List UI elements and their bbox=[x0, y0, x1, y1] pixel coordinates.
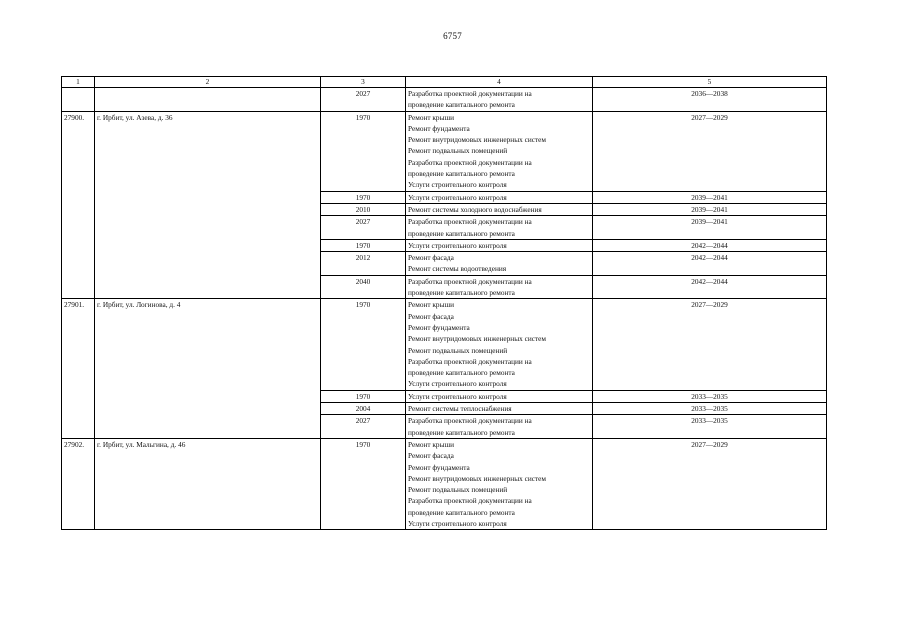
works-cell bbox=[406, 275, 593, 299]
work-item: Разработка проектной документации на bbox=[408, 89, 532, 98]
period-cell: 2033—2035 bbox=[593, 390, 827, 402]
year-cell bbox=[321, 390, 406, 402]
work-item: Услуги строительного контроля bbox=[408, 180, 507, 190]
year-cell bbox=[321, 111, 406, 191]
id-cell bbox=[62, 88, 95, 112]
address-cell: г. Ирбит, ул. Азева, д. 36 bbox=[95, 111, 321, 299]
period-cell: 2027—2029 bbox=[593, 438, 827, 529]
year-value: 1970 bbox=[355, 240, 371, 250]
year-value: 1970 bbox=[355, 112, 371, 122]
work-item: проведение капитального ремонта bbox=[408, 228, 515, 238]
work-item: Услуги строительного контроля bbox=[408, 192, 507, 202]
period-cell: 2033—2035 bbox=[593, 403, 827, 415]
work-item: Разработка проектной документации на bbox=[408, 217, 532, 227]
year-value: 2040 bbox=[355, 276, 371, 286]
table-row bbox=[62, 88, 827, 112]
works-cell bbox=[406, 438, 593, 529]
work-item: Ремонт системы холодного водоснабжения bbox=[408, 204, 542, 214]
year-cell bbox=[321, 415, 406, 439]
works-cell bbox=[406, 299, 593, 390]
page-number: 6757 bbox=[443, 31, 462, 41]
work-item: проведение капитального ремонта bbox=[408, 507, 515, 517]
year-cell bbox=[321, 299, 406, 390]
work-item: Разработка проектной документации на bbox=[408, 496, 532, 506]
work-item: проведение капитального ремонта bbox=[408, 288, 515, 298]
work-item: Услуги строительного контроля bbox=[408, 379, 507, 389]
year-cell bbox=[321, 191, 406, 203]
table-row bbox=[62, 111, 827, 191]
work-item: Ремонт внутридомовых инженерных систем bbox=[408, 473, 547, 483]
year-value: 1970 bbox=[355, 439, 371, 449]
id-cell: 27901. bbox=[62, 299, 95, 439]
period-cell: 2042—2044 bbox=[593, 275, 827, 299]
works-cell bbox=[406, 191, 593, 203]
year-value: 1970 bbox=[355, 391, 371, 401]
works-cell bbox=[406, 252, 593, 276]
year-value: 2012 bbox=[355, 253, 371, 263]
work-item: Ремонт фундамента bbox=[408, 322, 470, 332]
year-cell bbox=[321, 239, 406, 251]
work-item: Ремонт подвальных помещений bbox=[408, 485, 508, 495]
work-item: Ремонт подвальных помещений bbox=[408, 146, 508, 156]
address-cell: г. Ирбит, ул. Мальгина, д. 46 bbox=[95, 438, 321, 529]
period-cell: 2027—2029 bbox=[593, 299, 827, 390]
year-cell bbox=[321, 216, 406, 240]
work-item: Ремонт внутридомовых инженерных систем bbox=[408, 334, 547, 344]
work-item: проведение капитального ремонта bbox=[408, 169, 515, 179]
year-cell bbox=[321, 403, 406, 415]
work-item: Ремонт фасада bbox=[408, 451, 454, 461]
works-cell bbox=[406, 415, 593, 439]
works-cell bbox=[406, 390, 593, 402]
year-value: 2010 bbox=[355, 204, 371, 214]
table-header-row bbox=[62, 77, 827, 88]
year-cell bbox=[321, 203, 406, 215]
header-col-3: 3 bbox=[321, 77, 406, 88]
year-cell bbox=[321, 438, 406, 529]
id-cell: 27900. bbox=[62, 111, 95, 299]
works-cell bbox=[406, 203, 593, 215]
work-item: Ремонт системы теплоснабжения bbox=[408, 404, 512, 414]
work-item: Разработка проектной документации на bbox=[408, 157, 532, 167]
work-item: Разработка проектной документации на bbox=[408, 416, 532, 426]
work-item: Услуги строительного контроля bbox=[408, 518, 507, 528]
address-cell bbox=[95, 88, 321, 112]
header-col-5: 5 bbox=[593, 77, 827, 88]
period-cell: 2039—2041 bbox=[593, 191, 827, 203]
year-value: 2027 bbox=[355, 416, 371, 426]
header-col-2: 2 bbox=[95, 77, 321, 88]
table-row bbox=[62, 299, 827, 390]
work-item: Ремонт крыши bbox=[408, 439, 455, 449]
year-cell bbox=[321, 252, 406, 276]
work-item: Ремонт фасада bbox=[408, 253, 454, 263]
work-item: Услуги строительного контроля bbox=[408, 391, 507, 401]
work-item: Услуги строительного контроля bbox=[408, 240, 507, 250]
year-value: 1970 bbox=[355, 192, 371, 202]
work-item: Ремонт крыши bbox=[408, 300, 455, 310]
header-col-4: 4 bbox=[406, 77, 593, 88]
work-item: проведение капитального ремонта bbox=[408, 427, 515, 437]
work-item: Ремонт фундамента bbox=[408, 123, 470, 133]
work-item: Ремонт системы водоотведения bbox=[408, 264, 507, 274]
works-cell bbox=[406, 88, 593, 112]
address-cell: г. Ирбит, ул. Логинова, д. 4 bbox=[95, 299, 321, 439]
year-cell bbox=[321, 88, 406, 112]
work-item: проведение капитального ремонта bbox=[408, 100, 515, 110]
id-cell: 27902. bbox=[62, 438, 95, 529]
year-value: 2027 bbox=[355, 89, 371, 98]
work-item: Ремонт крыши bbox=[408, 112, 455, 122]
period-cell: 2039—2041 bbox=[593, 216, 827, 240]
period-cell: 2042—2044 bbox=[593, 252, 827, 276]
work-item: Ремонт фасада bbox=[408, 311, 454, 321]
works-cell bbox=[406, 111, 593, 191]
table-body bbox=[62, 77, 827, 530]
period-cell: 2033—2035 bbox=[593, 415, 827, 439]
works-cell bbox=[406, 216, 593, 240]
period-cell: 2027—2029 bbox=[593, 111, 827, 191]
period-cell: 2039—2041 bbox=[593, 203, 827, 215]
table-row bbox=[62, 438, 827, 529]
work-item: Ремонт внутридомовых инженерных систем bbox=[408, 135, 547, 145]
period-cell: 2042—2044 bbox=[593, 239, 827, 251]
year-cell bbox=[321, 275, 406, 299]
works-cell bbox=[406, 239, 593, 251]
work-item: проведение капитального ремонта bbox=[408, 368, 515, 378]
work-item: Ремонт подвальных помещений bbox=[408, 345, 508, 355]
work-item: Разработка проектной документации на bbox=[408, 356, 532, 366]
period-cell: 2036—2038 bbox=[593, 88, 827, 112]
year-value: 2004 bbox=[355, 404, 371, 414]
work-item: Разработка проектной документации на bbox=[408, 276, 532, 286]
year-value: 1970 bbox=[355, 300, 371, 310]
header-col-1: 1 bbox=[62, 77, 95, 88]
year-value: 2027 bbox=[355, 217, 371, 227]
works-cell bbox=[406, 403, 593, 415]
capital-repair-table bbox=[61, 76, 827, 530]
work-item: Ремонт фундамента bbox=[408, 462, 470, 472]
